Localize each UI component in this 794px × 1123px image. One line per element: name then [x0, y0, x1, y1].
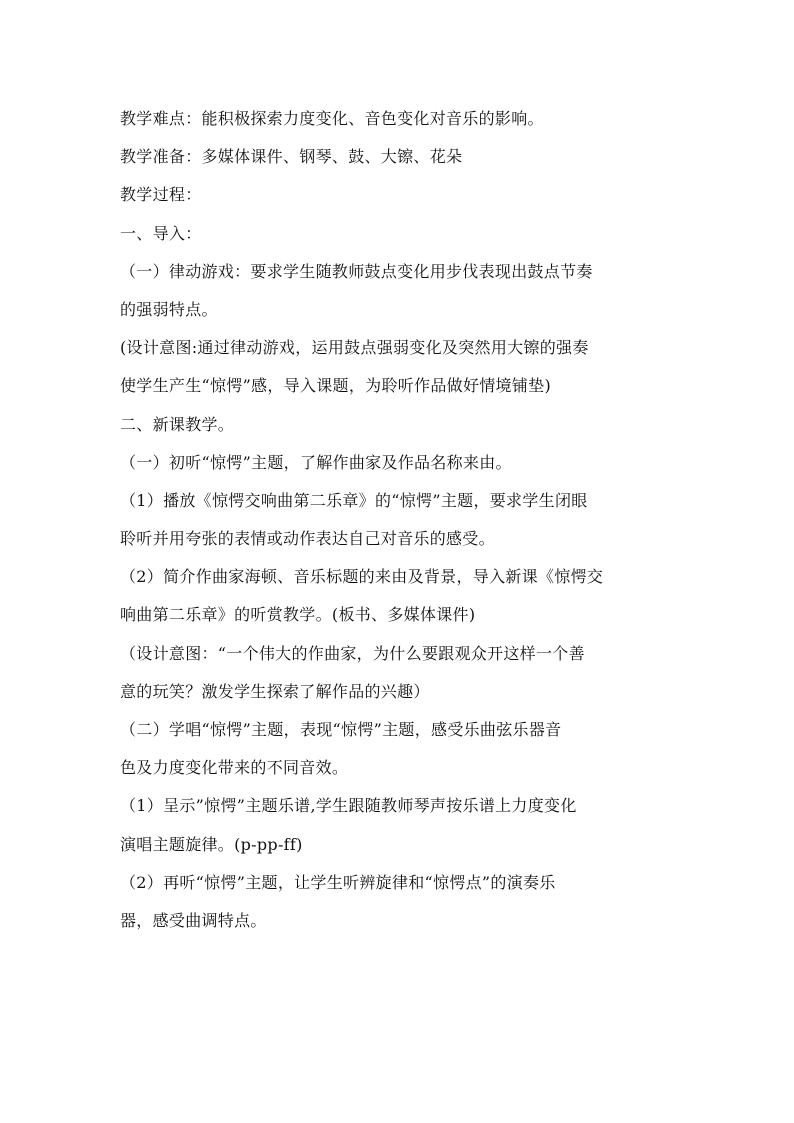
text-line: (设计意图:通过律动游戏，运用鼓点强弱变化及突然用大镲的强奏	[120, 338, 589, 358]
text-line: （一）律动游戏：要求学生随教师鼓点变化用步伐表现出鼓点节奏	[120, 261, 593, 281]
section-heading: 一、导入：	[120, 223, 202, 243]
text-line: 聆听并用夸张的表情或动作表达自己对音乐的感受。	[120, 529, 495, 549]
text-line: 教学准备：多媒体课件、钢琴、鼓、大镲、花朵	[120, 147, 463, 167]
text-line: 器，感受曲调特点。	[120, 910, 267, 930]
section-heading: 二、新课教学。	[120, 414, 235, 434]
text-line: 意的玩笑？激发学生探索了解作品的兴趣）	[120, 681, 430, 701]
document-body	[120, 100, 680, 940]
text-line: （2）再听“惊愕”主题，让学生听辨旋律和“惊愕点”的演奏乐	[120, 872, 556, 892]
text-line: 教学难点：能积极探索力度变化、音色变化对音乐的影响。	[120, 109, 544, 128]
text-line: （1）呈示”惊愕”主题乐谱,学生跟随教师琴声按乐谱上力度变化	[120, 796, 577, 816]
text-line: 的强弱特点。	[120, 299, 218, 319]
text-line: （二）学唱“惊愕”主题，表现“惊愕”主题，感受乐曲弦乐器音	[120, 720, 562, 739]
text-line: 使学生产生“惊愕”感，导入课题，为聆听作品做好情境铺垫)	[120, 376, 552, 396]
text-line: （1）播放《惊愕交响曲第二乐章》的“惊愕”主题，要求学生闭眼	[120, 490, 588, 510]
text-line: 演唱主题旋律。(p-pp-ff)	[120, 834, 303, 854]
text-line: （2）简介作曲家海顿、音乐标题的来由及背景，导入新课《惊愕交	[120, 567, 604, 587]
text-line: 教学过程：	[120, 185, 202, 205]
text-line: （设计意图：“一个伟大的作曲家，为什么要跟观众开这样一个善	[120, 643, 585, 663]
text-line: 响曲第二乐章》的听赏教学。(板书、多媒体课件)	[120, 605, 476, 625]
text-line: 色及力度变化带来的不同音效。	[120, 758, 349, 778]
text-line: （一）初听“惊愕”主题，了解作曲家及作品名称来由。	[120, 452, 512, 472]
